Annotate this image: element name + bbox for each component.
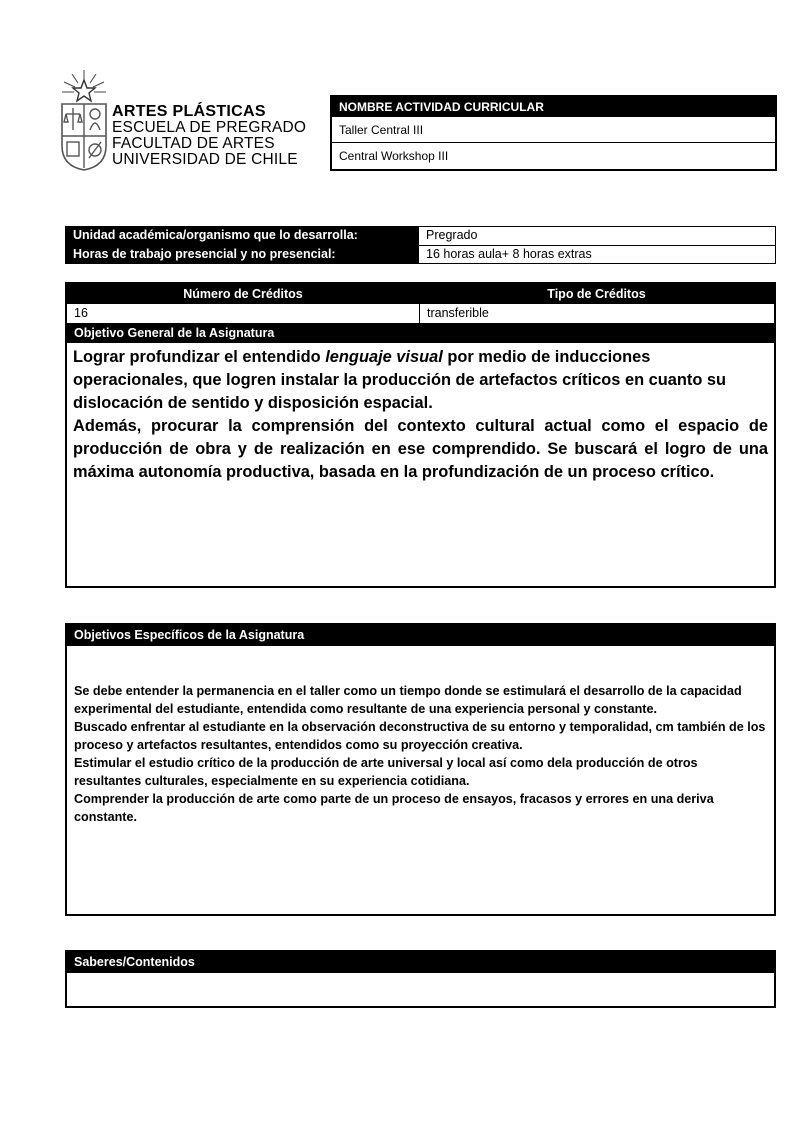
specific-objective-item: Estimular el estudio crítico de la producción de arte universal y local así como dela producción de otros resultantes culturales, especialmente en su experiencia cotidiana. bbox=[74, 756, 698, 788]
general-objective-paragraph-1 bbox=[73, 346, 768, 415]
logo-line-faculty: FACULTAD DE ARTES bbox=[112, 135, 275, 152]
specific-objective-item: Se debe entender la permanencia en el taller como un tiempo donde se estimulará el desarrollo de la capacidad experimental del estudiante, entendida como resultante de una experiencia personal y constante. bbox=[74, 684, 742, 716]
unit-label: Unidad académica/organismo que lo desarrolla: bbox=[66, 227, 418, 245]
hours-label: Horas de trabajo presencial y no presencial: bbox=[66, 246, 418, 264]
credits-number-value: 16 bbox=[74, 306, 88, 320]
hours-row bbox=[66, 245, 775, 264]
contents-box bbox=[65, 950, 776, 1008]
university-seal-icon bbox=[58, 68, 110, 172]
general-objective-p1-end: por medio de inducciones operacionales, que logren instalar la producción de artefactos críticos en cuanto su dislocación de sentido y disposición espacial. bbox=[73, 348, 727, 412]
logo-line-school: ESCUELA DE PREGRADO bbox=[112, 119, 307, 136]
activity-name-header: NOMBRE ACTIVIDAD CURRICULAR bbox=[332, 97, 775, 117]
specific-objective-item: Comprender la producción de arte como parte de un proceso de ensayos, fracasos y errores en una deriva constante. bbox=[74, 792, 714, 824]
general-objective-p1-emphasis: lenguaje visual bbox=[325, 348, 443, 366]
credits-type-value: transferible bbox=[419, 304, 774, 323]
specific-objective-item: Buscado enfrentar al estudiante en la observación deconstructiva de su entorno y temporalidad, cm también de los proceso y artefactos resultantes, entendidos como su proyección creativa. bbox=[74, 720, 766, 752]
credits-number-header: Número de Créditos bbox=[67, 284, 419, 304]
credits-and-general-objective bbox=[65, 282, 776, 588]
hours-value: 16 horas aula+ 8 horas extras bbox=[418, 246, 775, 264]
unit-row bbox=[66, 227, 775, 245]
general-objective-paragraph-2: Además, procurar la comprensión del contexto cultural actual como el espacio de producción de obra y de realización en ese comprendido. Se buscará el logro de una máxima autonomía productiva, basada en la profundización de un proceso crítico. bbox=[73, 417, 768, 481]
faculty-logo-text bbox=[112, 104, 306, 168]
activity-name-box bbox=[330, 95, 777, 171]
general-objective-header: Objetivo General de la Asignatura bbox=[67, 323, 774, 343]
general-objective-text bbox=[73, 346, 768, 484]
general-objective-p1-start: Lograr profundizar el entendido bbox=[73, 348, 326, 366]
specific-objectives-header: Objetivos Específicos de la Asignatura bbox=[67, 625, 774, 646]
specific-objectives-box bbox=[65, 623, 776, 916]
unit-value: Pregrado bbox=[418, 227, 775, 245]
contents-header: Saberes/Contenidos bbox=[67, 952, 774, 973]
logo-line-department: ARTES PLÁSTICAS bbox=[112, 103, 266, 120]
specific-objectives-text bbox=[74, 682, 766, 826]
credits-type-header: Tipo de Créditos bbox=[419, 284, 774, 304]
activity-name-spanish: Taller Central III bbox=[332, 117, 775, 143]
activity-name-english: Central Workshop III bbox=[339, 149, 449, 163]
logo-line-university: UNIVERSIDAD DE CHILE bbox=[112, 151, 298, 168]
academic-info-table bbox=[65, 226, 776, 264]
